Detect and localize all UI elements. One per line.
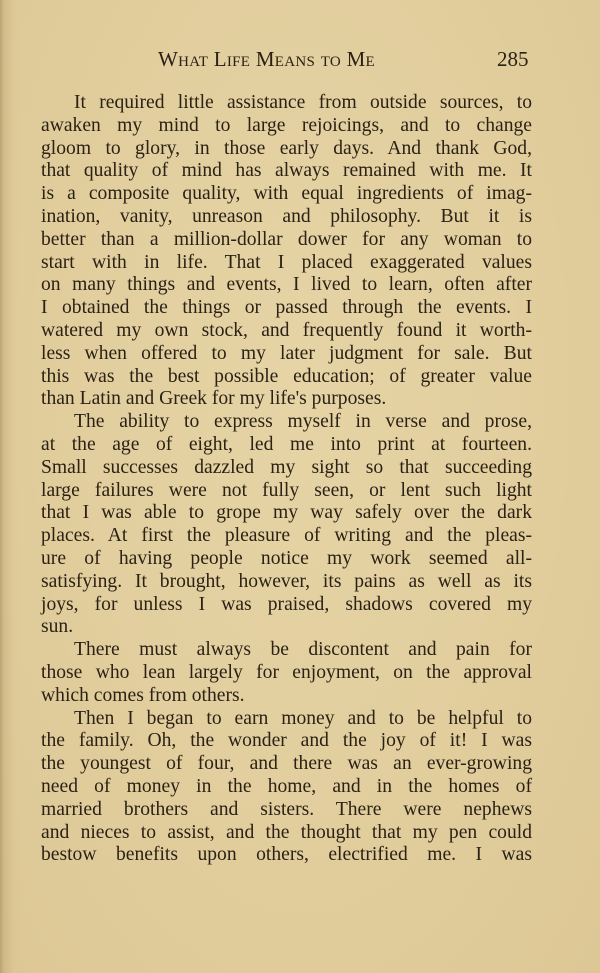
text-line: awaken my mind to large rejoicings, and to change (41, 114, 532, 136)
paragraph-4 (41, 708, 532, 868)
text-line: There must always be discontent and pain for (74, 639, 532, 661)
text-line: and nieces to assist, and the thought that my pen could (41, 821, 532, 843)
text-line: is a composite quality, with equal ingredients of imag- (41, 183, 532, 205)
text-line: at the age of eight, led me into print at fourteen. (41, 433, 532, 455)
text-line: I obtained the things or passed through the events. I (41, 297, 532, 319)
page-number: 285 (497, 47, 529, 71)
text-line: start with in life. That I placed exaggerated values (41, 251, 532, 273)
text-line: this was the best possible education; of greater value (41, 365, 532, 387)
running-title: What Life Means to Me (158, 47, 376, 71)
text-line: less when offered to my later judgment for sale. But (41, 342, 532, 364)
paragraph-2 (41, 411, 532, 639)
text-line: those who lean largely for enjoyment, on the approval (41, 661, 532, 683)
text-line: the family. Oh, the wonder and the joy of it! I was (41, 730, 532, 752)
text-line: bestow benefits upon others, electrified me. I was (41, 844, 532, 866)
text-line: which comes from others. (41, 684, 245, 706)
text-line: places. At first the pleasure of writing and the pleas- (41, 525, 532, 547)
text-line: The ability to express myself in verse and prose, (74, 411, 532, 433)
text-line: need of money in the home, and in the homes of (41, 775, 532, 797)
text-line: It required little assistance from outside sources, to (74, 92, 532, 113)
text-line: that quality of mind has always remained with me. It (41, 160, 532, 182)
text-line: better than a million-dollar dower for any woman to (41, 228, 532, 250)
text-line: sun. (41, 616, 74, 638)
paragraph-3 (41, 639, 532, 707)
text-line: gloom to glory, in those early days. And thank God, (41, 137, 532, 159)
running-head (0, 47, 600, 77)
text-line: that I was able to grope my way safely over the dark (41, 502, 532, 524)
text-line: than Latin and Greek for my life's purposes. (41, 388, 387, 410)
paragraph-1 (41, 92, 532, 411)
text-line: ure of having people notice my work seemed all- (41, 547, 532, 569)
text-line: Then I began to earn money and to be helpful to (74, 707, 532, 729)
text-line: on many things and events, I lived to learn, often after (41, 274, 532, 296)
text-line: satisfying. It brought, however, its pains as well as its (41, 570, 532, 592)
text-line: large failures were not fully seen, or lent such light (41, 479, 532, 501)
text-line: the youngest of four, and there was an ever-growing (41, 753, 532, 775)
text-line: married brothers and sisters. There were nephews (41, 798, 532, 820)
text-line: Small successes dazzled my sight so that succeeding (41, 456, 532, 478)
text-line: ination, vanity, unreason and philosophy. But it is (41, 205, 532, 227)
body-text (41, 92, 532, 867)
text-line: joys, for unless I was praised, shadows covered my (41, 593, 532, 615)
text-line: watered my own stock, and frequently found it worth- (41, 319, 532, 341)
